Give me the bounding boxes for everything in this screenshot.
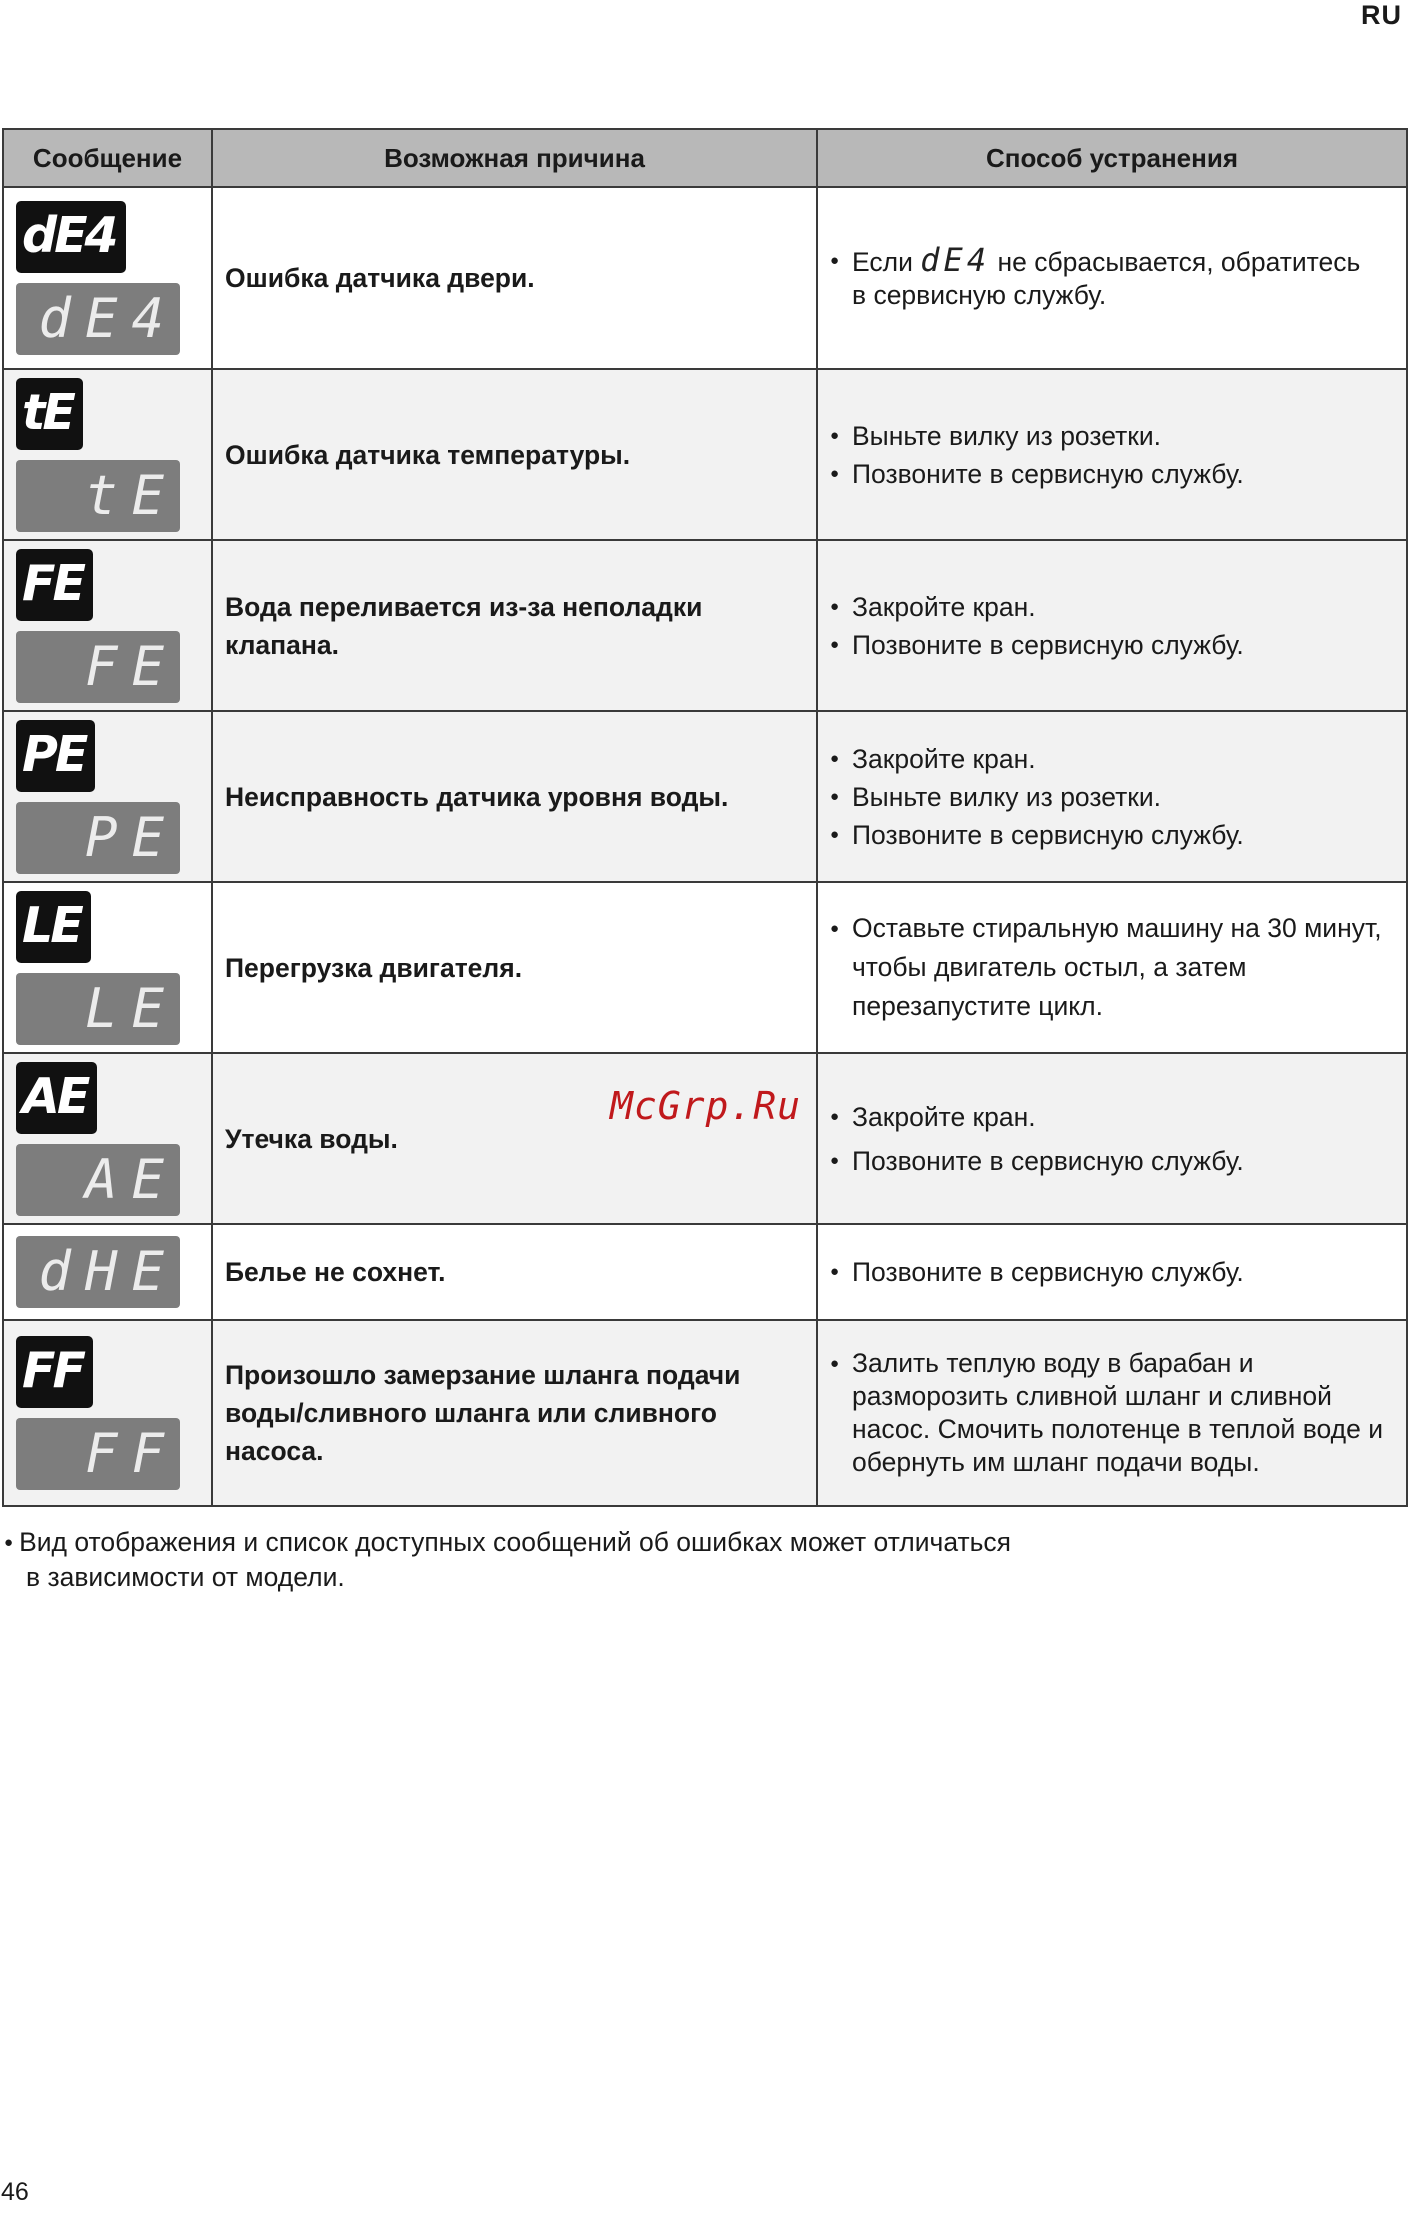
- table-row-ae: [3, 1053, 1407, 1224]
- bullet-icon: ●: [4, 1534, 14, 1551]
- error-code-display: dHE: [16, 1236, 180, 1308]
- cause-cell: Ошибка датчика температуры.: [212, 369, 817, 540]
- remedy-prefix: Если: [852, 247, 913, 277]
- remedy-item: ● Закройте кран.: [830, 588, 1396, 626]
- remedy-line-2: в сервисную службу.: [852, 280, 1107, 310]
- table-row-de4: [3, 187, 1407, 369]
- message-cell: [3, 369, 212, 540]
- cause-cell: Ошибка датчика двери.: [212, 187, 817, 369]
- error-code-badge: dE4: [16, 201, 126, 273]
- error-code-display: dE4: [16, 283, 180, 355]
- inline-error-display: dE4: [920, 241, 991, 279]
- error-code-badge: tE: [16, 378, 83, 450]
- message-cell: [3, 711, 212, 882]
- error-code-display: LE: [16, 973, 180, 1045]
- table-row-pe: [3, 711, 1407, 882]
- remedy-cell: [817, 711, 1407, 882]
- message-cell: [3, 187, 212, 369]
- remedy-item: ● Позвоните в сервисную службу.: [830, 626, 1396, 664]
- cause-cell: Вода переливается из-за неполадки клапана.: [212, 540, 817, 711]
- page-number: 46: [1, 2178, 29, 2206]
- remedy-item: [830, 241, 1396, 312]
- message-cell: [3, 1224, 212, 1320]
- cause-cell: Перегрузка двигателя.: [212, 882, 817, 1053]
- error-code-badge: FF: [16, 1336, 93, 1408]
- message-cell: [3, 1053, 212, 1224]
- remedy-item: ● Залить теплую воду в барабан и разморозить сливной шланг и сливной насос. Смочить полотенце в теплой воде и обернуть им шланг подачи воды.: [830, 1347, 1396, 1479]
- remedy-item: ● Закройте кран.: [830, 1098, 1396, 1136]
- error-codes-table: [2, 128, 1408, 1507]
- remedy-item: ● Оставьте стиральную машину на 30 минут, чтобы двигатель остыл, а затем перезапустите цикл.: [830, 909, 1396, 1026]
- message-cell: [3, 540, 212, 711]
- remedy-cell: [817, 1224, 1407, 1320]
- header-message: Сообщение: [3, 129, 212, 187]
- error-code-badge: LE: [16, 891, 91, 963]
- remedy-cell: [817, 882, 1407, 1053]
- cause-cell: Утечка воды.: [212, 1053, 817, 1224]
- table-row-ff: [3, 1320, 1407, 1506]
- table-header-row: [3, 129, 1407, 187]
- cause-cell: Белье не сохнет.: [212, 1224, 817, 1320]
- error-code-badge: PE: [16, 720, 95, 792]
- message-cell: [3, 1320, 212, 1506]
- message-cell: [3, 882, 212, 1053]
- remedy-item: ● Позвоните в сервисную службу.: [830, 1142, 1396, 1180]
- remedy-item: ● Закройте кран.: [830, 740, 1396, 778]
- remedy-cell: [817, 540, 1407, 711]
- cause-cell: Неисправность датчика уровня воды.: [212, 711, 817, 882]
- remedy-item: ● Выньте вилку из розетки.: [830, 417, 1396, 455]
- table-row-fe: [3, 540, 1407, 711]
- error-code-display: FE: [16, 631, 180, 703]
- remedy-suffix: не сбрасывается, обратитесь: [997, 247, 1361, 277]
- remedy-item: ● Позвоните в сервисную службу.: [830, 455, 1396, 493]
- header-cause: Возможная причина: [212, 129, 817, 187]
- table-row-te: [3, 369, 1407, 540]
- header-remedy: Способ устранения: [817, 129, 1407, 187]
- footnote: [4, 1525, 1011, 1594]
- error-code-display: AE: [16, 1144, 180, 1216]
- table-row-dhe: [3, 1224, 1407, 1320]
- watermark-text: McGrp.Ru: [610, 1084, 802, 1128]
- remedy-item: ● Позвоните в сервисную службу.: [830, 1253, 1396, 1291]
- cause-cell: Произошло замерзание шланга подачи воды/сливного шланга или сливного насоса.: [212, 1320, 817, 1506]
- error-code-badge: FE: [16, 549, 93, 621]
- error-code-display: FF: [16, 1418, 180, 1490]
- error-code-display: tE: [16, 460, 180, 532]
- remedy-item: ● Позвоните в сервисную службу.: [830, 816, 1396, 854]
- remedy-cell: [817, 369, 1407, 540]
- table-row-le: [3, 882, 1407, 1053]
- remedy-cell: [817, 1320, 1407, 1506]
- footnote-line-1: Вид отображения и список доступных сообщений об ошибках может отличаться: [19, 1527, 1012, 1557]
- error-code-display: PE: [16, 802, 180, 874]
- remedy-item: ● Выньте вилку из розетки.: [830, 778, 1396, 816]
- remedy-cell: [817, 187, 1407, 369]
- error-code-badge: AE: [16, 1062, 97, 1134]
- footnote-line-2: в зависимости от модели.: [26, 1562, 345, 1592]
- remedy-cell: [817, 1053, 1407, 1224]
- language-label: RU: [1361, 0, 1402, 30]
